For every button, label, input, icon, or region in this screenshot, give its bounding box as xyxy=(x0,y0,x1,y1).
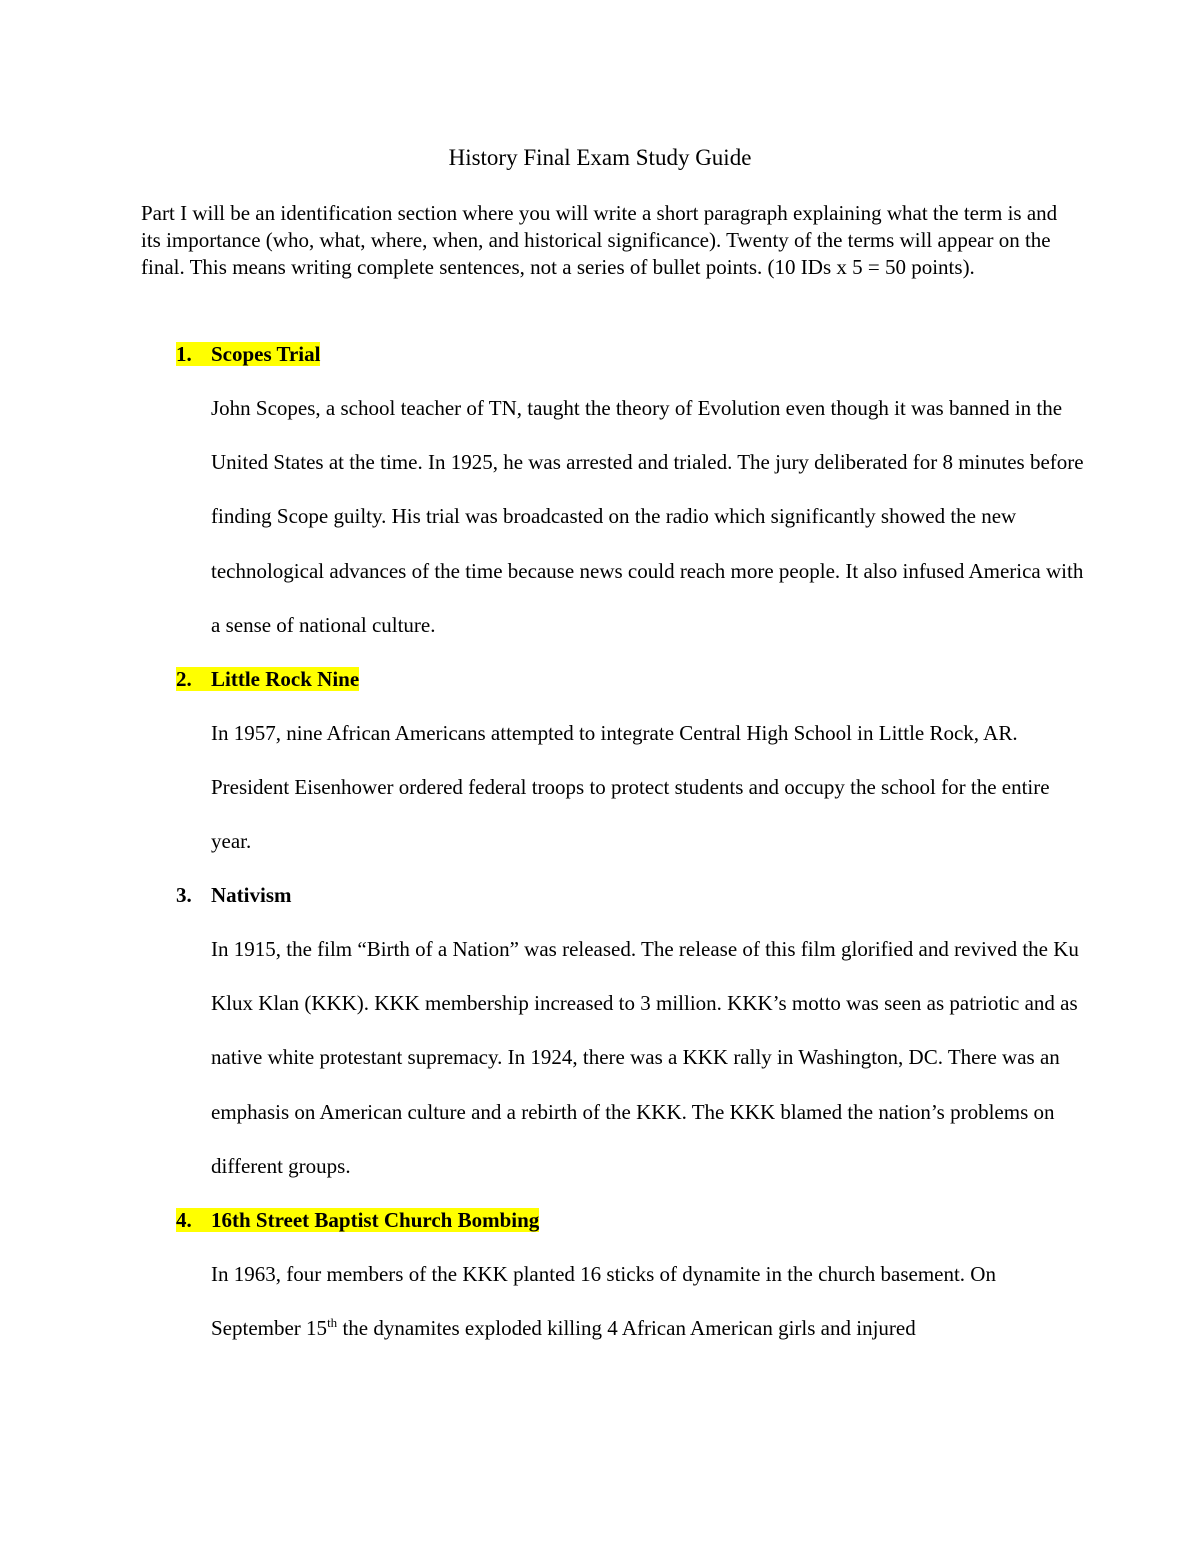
item-1-body: John Scopes, a school teacher of TN, taught the theory of Evolution even though it was banned in the United States at the time. In 1925, he was arrested and trialed. The jury deliberated for 8 minutes before finding Scope guilty. His trial was broadcasted on the radio which significantly showed the new technological advances of the time because news could reach more people. It also infused America with a sense of national culture. xyxy=(211,396,1084,637)
item-2-highlight xyxy=(176,667,359,691)
item-4-superscript: th xyxy=(327,1315,338,1331)
item-3-term: Nativism xyxy=(211,883,292,907)
item-2-heading xyxy=(176,665,359,693)
item-4-body-after: the dynamites exploded killing 4 African American girls and injured xyxy=(337,1316,916,1341)
item-4-body-before: In 1963, four members of the KKK planted 16 sticks of dynamite in the church basement. On September 15 xyxy=(211,1262,996,1341)
item-2-body: In 1957, nine African Americans attempted to integrate Central High School in Little Rock, AR. President Eisenhower ordered federal troops to protect students and occupy the school for the entire year. xyxy=(211,721,1050,854)
intro-paragraph: Part I will be an identification section where you will write a short paragraph explaining what the term is and its importance (who, what, where, when, and historical significance). Twenty of the terms will appear on the final. This means writing complete sentences, not a series of bullet points. (10 IDs x 5 = 50 points). xyxy=(141,201,1058,279)
document-title: History Final Exam Study Guide xyxy=(448,145,752,170)
item-4-highlight xyxy=(176,1208,539,1232)
item-4-heading xyxy=(176,1206,539,1234)
item-4-number: 4. xyxy=(176,1208,192,1232)
item-3-heading xyxy=(176,881,292,909)
item-3-body: In 1915, the film “Birth of a Nation” was released. The release of this film glorified and revived the Ku Klux Klan (KKK). KKK membership increased to 3 million. KKK’s motto was seen as patriotic and as native white protestant supremacy. In 1924, there was a KKK rally in Washington, DC. There was an emphasis on American culture and a rebirth of the KKK. The KKK blamed the nation’s problems on different groups. xyxy=(211,937,1079,1178)
item-1-heading xyxy=(176,340,320,368)
item-1-number: 1. xyxy=(176,342,192,366)
item-1-term: Scopes Trial xyxy=(211,342,321,366)
item-4-term: 16th Street Baptist Church Bombing xyxy=(211,1208,540,1232)
item-4-body xyxy=(211,1247,1091,1355)
item-2-number: 2. xyxy=(176,667,192,691)
item-2-term: Little Rock Nine xyxy=(211,667,360,691)
item-3-number: 3. xyxy=(176,883,192,907)
item-1-highlight xyxy=(176,342,320,366)
